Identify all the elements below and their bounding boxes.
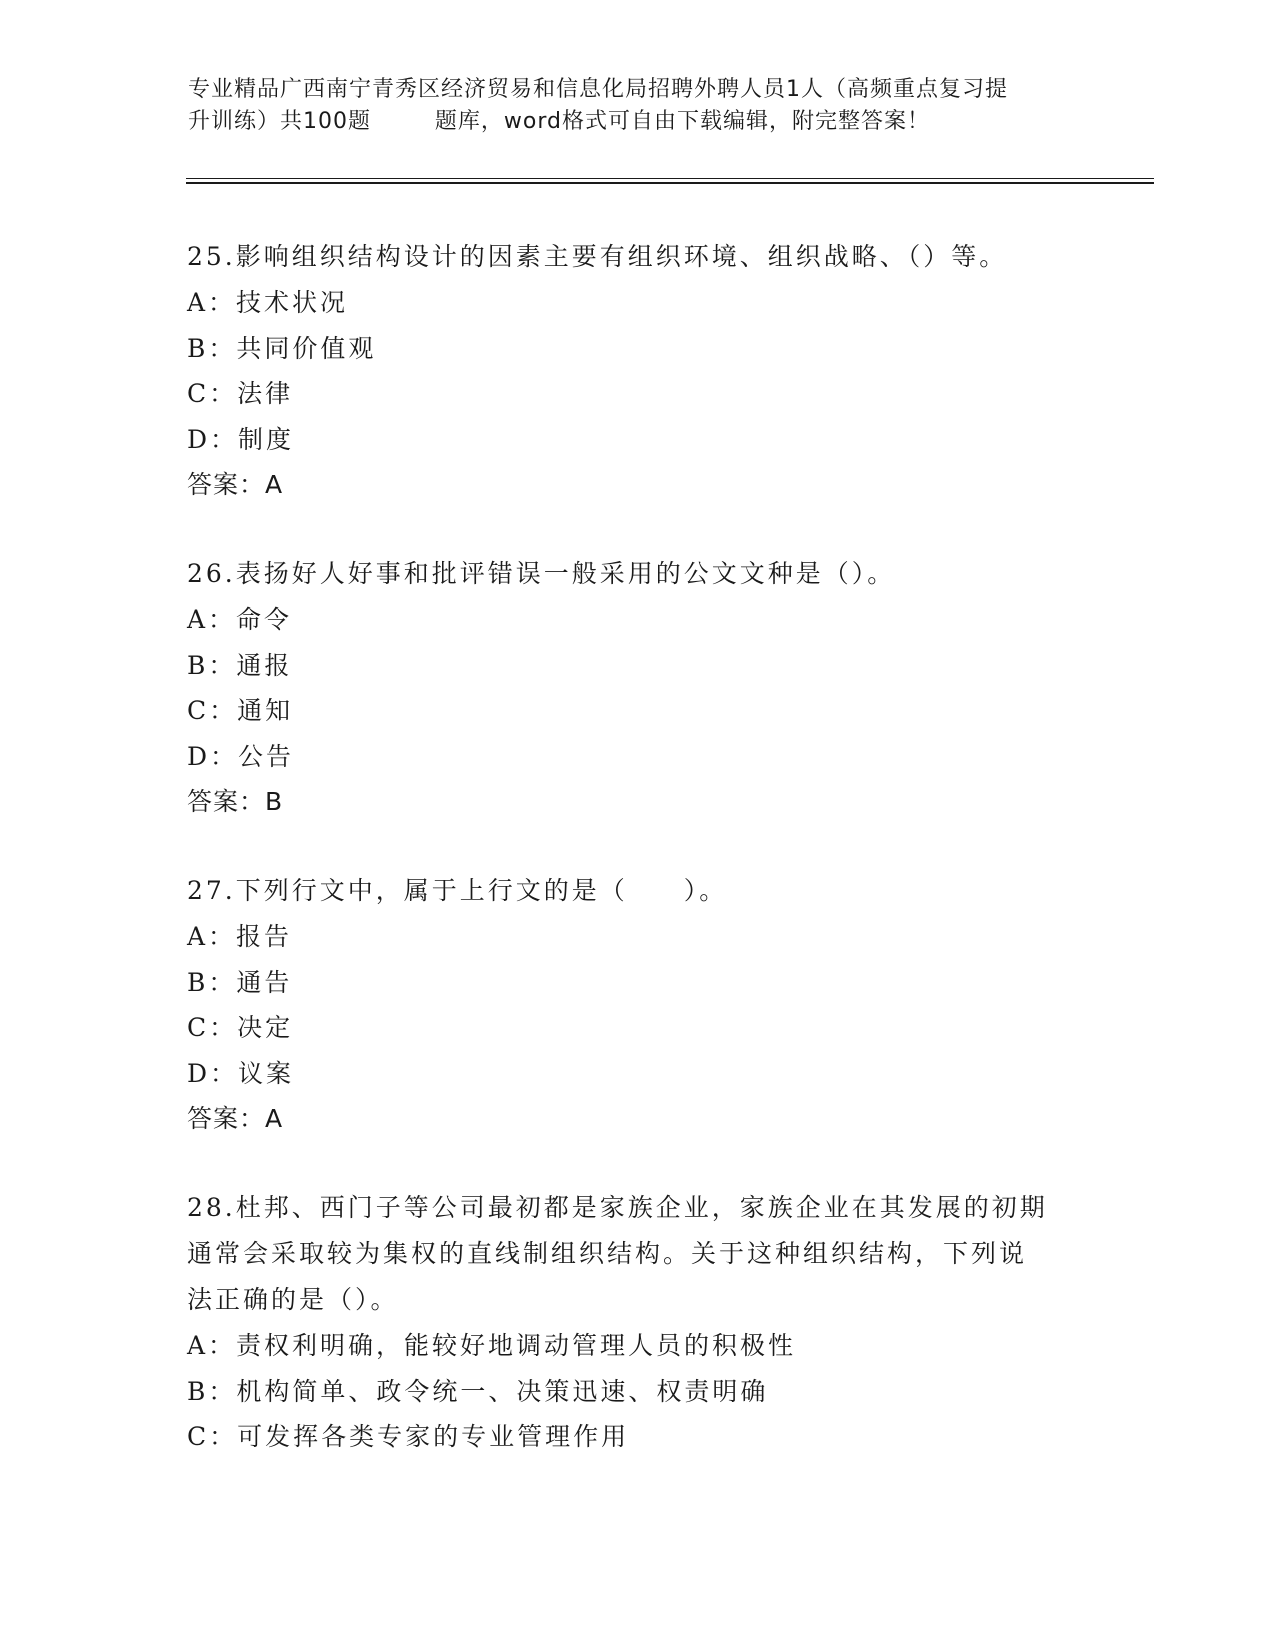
header-divider-thin <box>186 178 1154 179</box>
question-stem-line-3: 法正确的是（）。 <box>187 1285 399 1314</box>
option-d: D：公告 <box>187 741 295 771</box>
question-stem: 25.影响组织结构设计的因素主要有组织环境、组织战略、（）等。 <box>187 242 1008 271</box>
option-d: D：制度 <box>187 424 295 454</box>
question-27 <box>187 868 1087 1142</box>
option-a: A：命令 <box>187 605 293 634</box>
question-spacer <box>187 508 1087 551</box>
question-25 <box>187 234 1087 508</box>
question-stem-line-1: 28.杜邦、西门子等公司最初都是家族企业，家族企业在其发展的初期 <box>187 1193 1048 1222</box>
option-b: B：通告 <box>187 967 293 997</box>
option-a: A：报告 <box>187 922 293 951</box>
question-stem: 27.下列行文中，属于上行文的是（ ）。 <box>187 876 728 905</box>
header-divider-thick <box>186 182 1154 184</box>
option-d: D：议案 <box>187 1058 295 1088</box>
option-c: C：法律 <box>187 379 294 408</box>
document-header <box>188 74 1088 138</box>
option-b: B：共同价值观 <box>187 333 377 363</box>
option-b: B：通报 <box>187 650 293 680</box>
question-spacer <box>187 825 1087 868</box>
option-a: A：责权利明确，能较好地调动管理人员的积极性 <box>187 1331 797 1360</box>
option-c: C：可发挥各类专家的专业管理作用 <box>187 1422 630 1451</box>
question-spacer <box>187 1142 1087 1185</box>
option-c: C：决定 <box>187 1013 294 1042</box>
option-c: C：通知 <box>187 696 294 725</box>
header-line-1: 专业精品广西南宁青秀区经济贸易和信息化局招聘外聘人员1人（高频重点复习提 <box>188 77 1008 102</box>
question-stem-line-2: 通常会采取较为集权的直线制组织结构。关于这种组织结构，下列说 <box>187 1239 1028 1268</box>
option-b: B：机构简单、政令统一、决策迅速、权责明确 <box>187 1376 769 1406</box>
question-28 <box>187 1185 1087 1460</box>
header-line-2: 升训练）共100题 题库，word格式可自由下载编辑，附完整答案！ <box>188 109 931 134</box>
answer-text: 答案：B <box>187 787 284 816</box>
answer-text: 答案：A <box>187 470 284 499</box>
question-list <box>187 234 1087 1460</box>
question-26 <box>187 551 1087 825</box>
answer-text: 答案：A <box>187 1104 284 1133</box>
question-stem: 26.表扬好人好事和批评错误一般采用的公文文种是（）。 <box>187 559 896 588</box>
option-a: A：技术状况 <box>187 288 349 317</box>
